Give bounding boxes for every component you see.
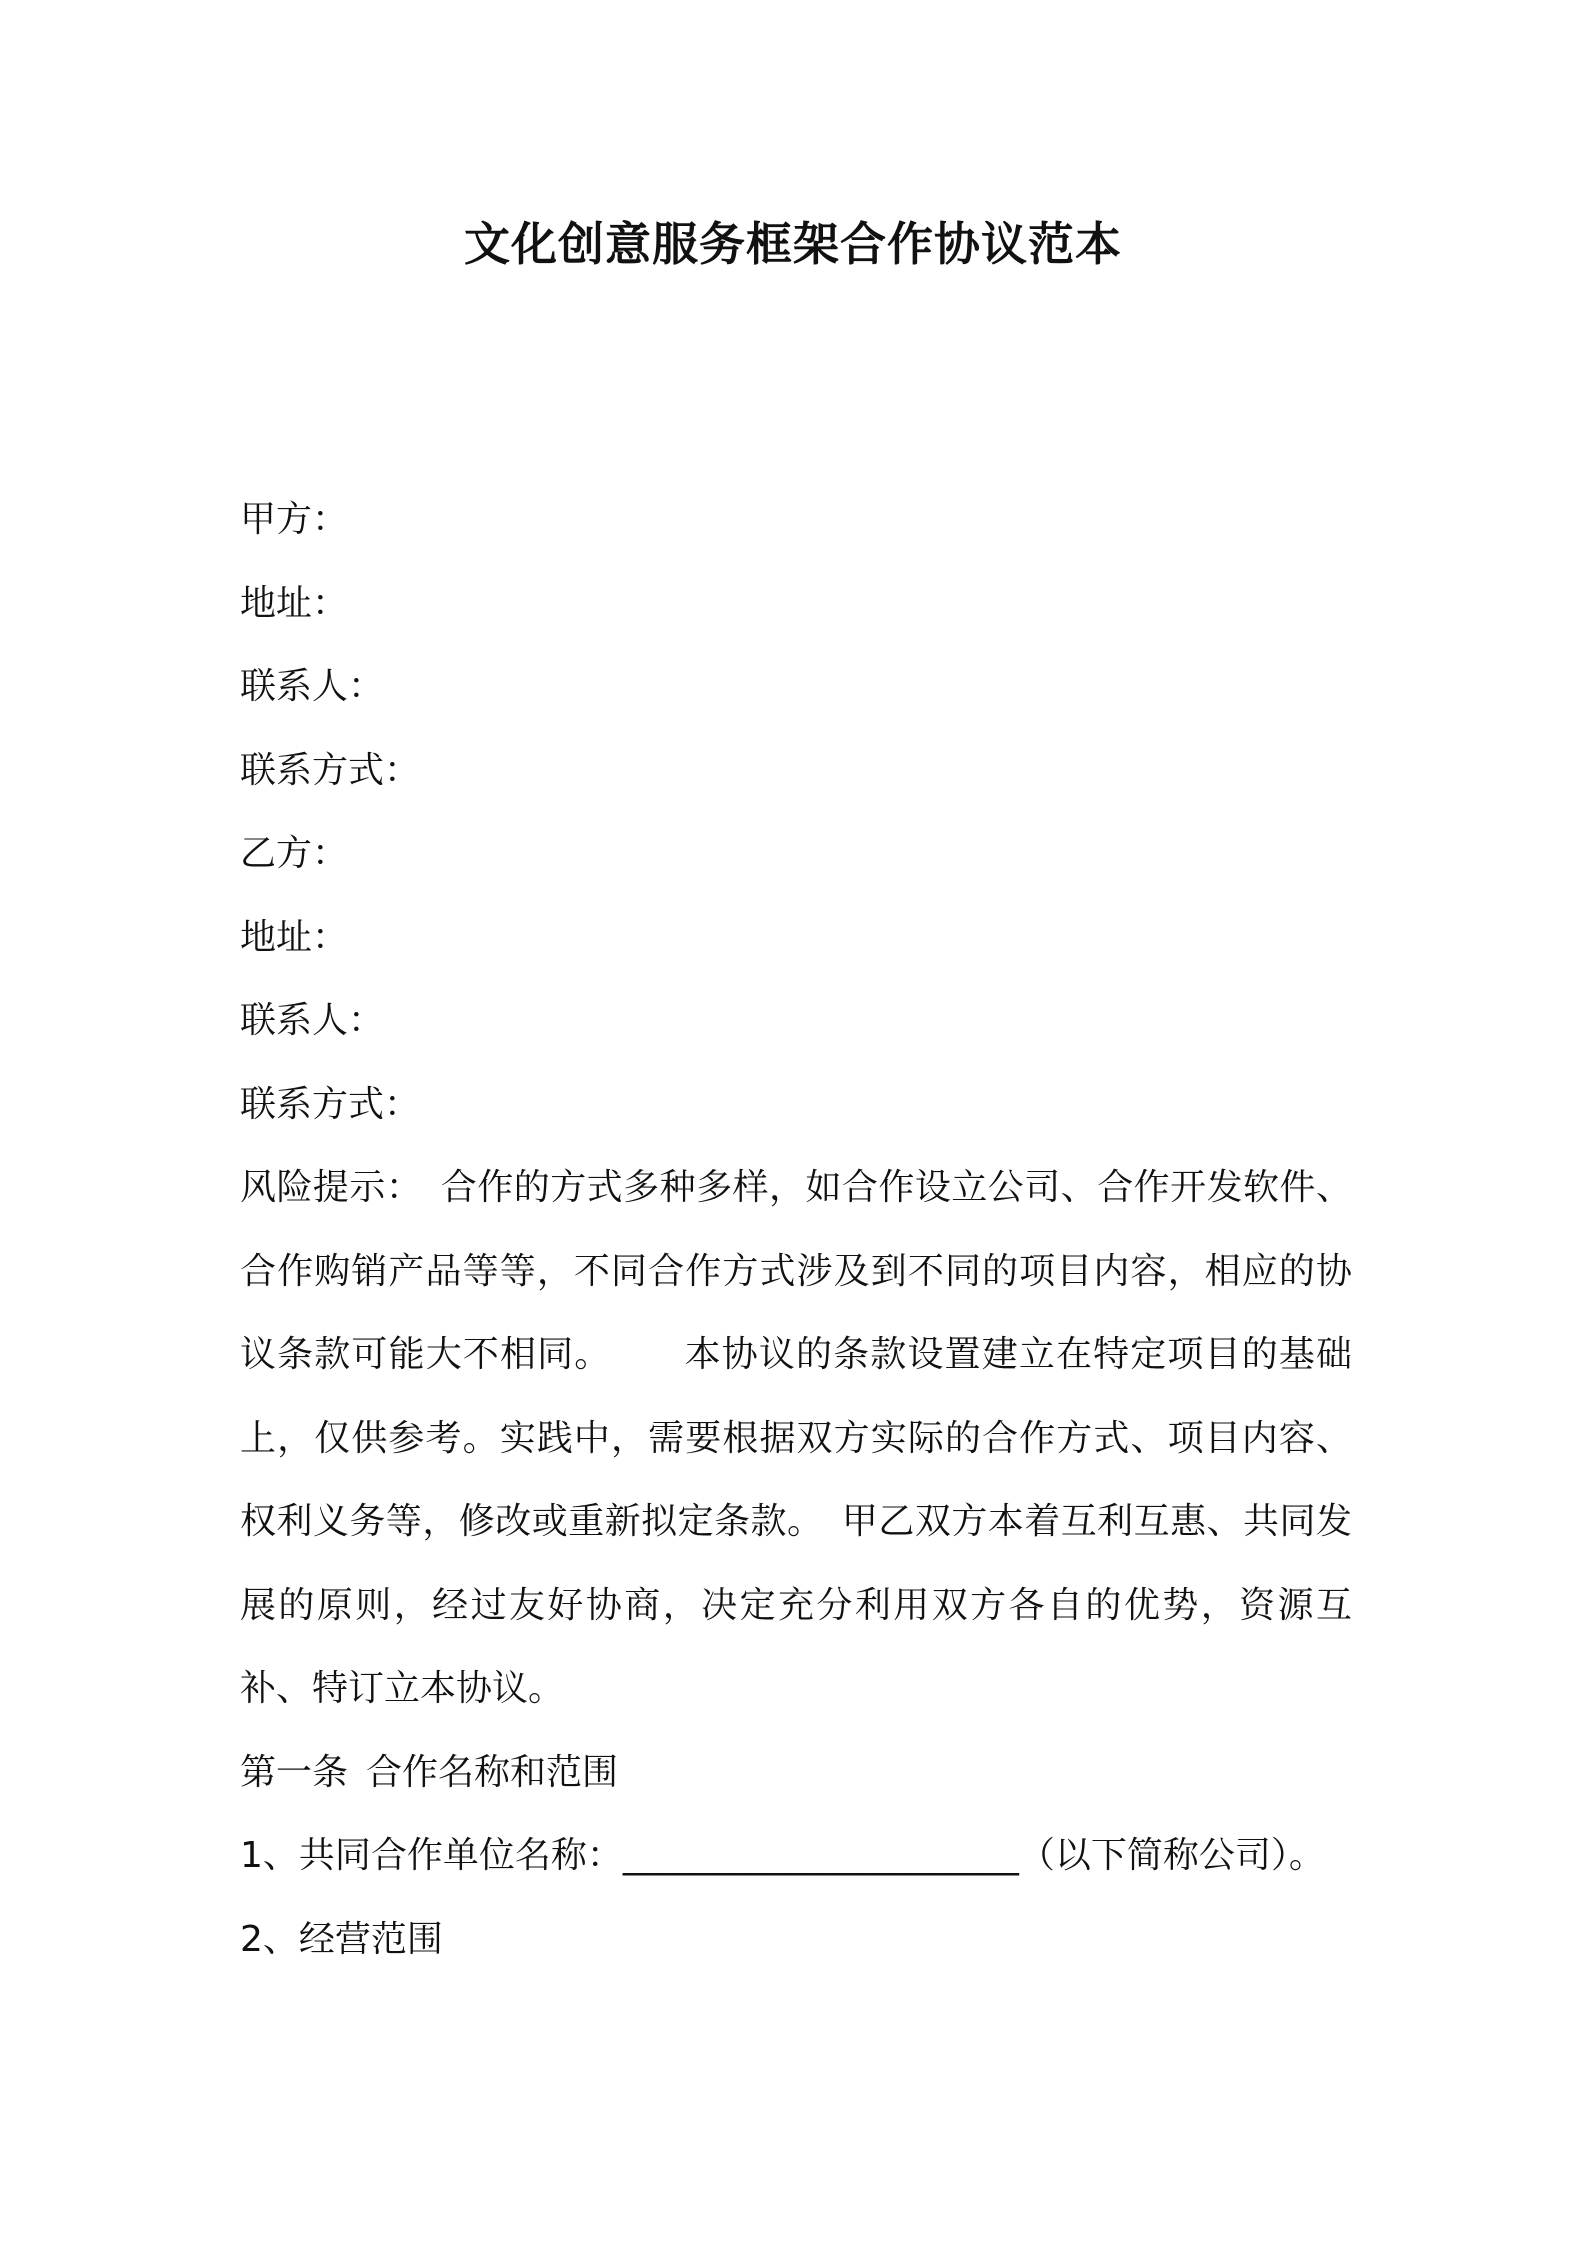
- risk-notice-part-3: 甲乙双方本着互利互惠、共同发展的原则，经过友好协商，决定充分利用双方各自的优势，资源互补、特订立本协议。: [240, 1501, 1352, 1709]
- party-a-contact-method-label: 联系方式：: [240, 749, 421, 791]
- article-1-title: 合作名称和范围: [366, 1751, 619, 1793]
- risk-notice-paragraph: [240, 1146, 1352, 1731]
- party-b-label: 乙方：: [240, 833, 349, 874]
- agreement-body: [240, 1158, 1352, 1981]
- party-a-contact-person-label: 联系人：: [240, 666, 385, 707]
- clause-2: 2、经营范围: [240, 1918, 443, 1960]
- party-b-contact-method-label: 联系方式：: [240, 1083, 421, 1125]
- article-1-heading: [240, 1731, 1352, 1815]
- clause-1-label: 1、共同合作单位名称：: [240, 1835, 623, 1876]
- risk-notice-part-1: 合作的方式多种多样，如合作设立公司、合作开发软件、合作购销产品等等，不同合作方式涉及到不同的项目内容，相应的协议条款可能大不相同。: [240, 1167, 1352, 1375]
- party-a-label: 甲方：: [240, 499, 349, 540]
- party-b-contact-person-label: 联系人：: [240, 1000, 385, 1041]
- party-a-address-label: 地址：: [240, 582, 349, 624]
- article-1-number: 第一条: [240, 1751, 349, 1793]
- risk-notice-label: 风险提示：: [240, 1167, 423, 1208]
- clause-1: [240, 1814, 1352, 1898]
- company-name-blank: ______________________: [622, 1835, 1019, 1876]
- party-info-section: [240, 490, 1360, 1158]
- clause-1-suffix: （以下简称公司）。: [1018, 1835, 1325, 1876]
- document-title: 文化创意服务框架合作协议范本: [464, 217, 1122, 271]
- risk-notice-part-2: 本协议的条款设置建立在特定项目的基础上，仅供参考。实践中，需要根据双方实际的合作方式、项目内容、权利义务等，修改或重新拟定条款。: [240, 1334, 1352, 1542]
- party-b-address-label: 地址：: [240, 916, 349, 958]
